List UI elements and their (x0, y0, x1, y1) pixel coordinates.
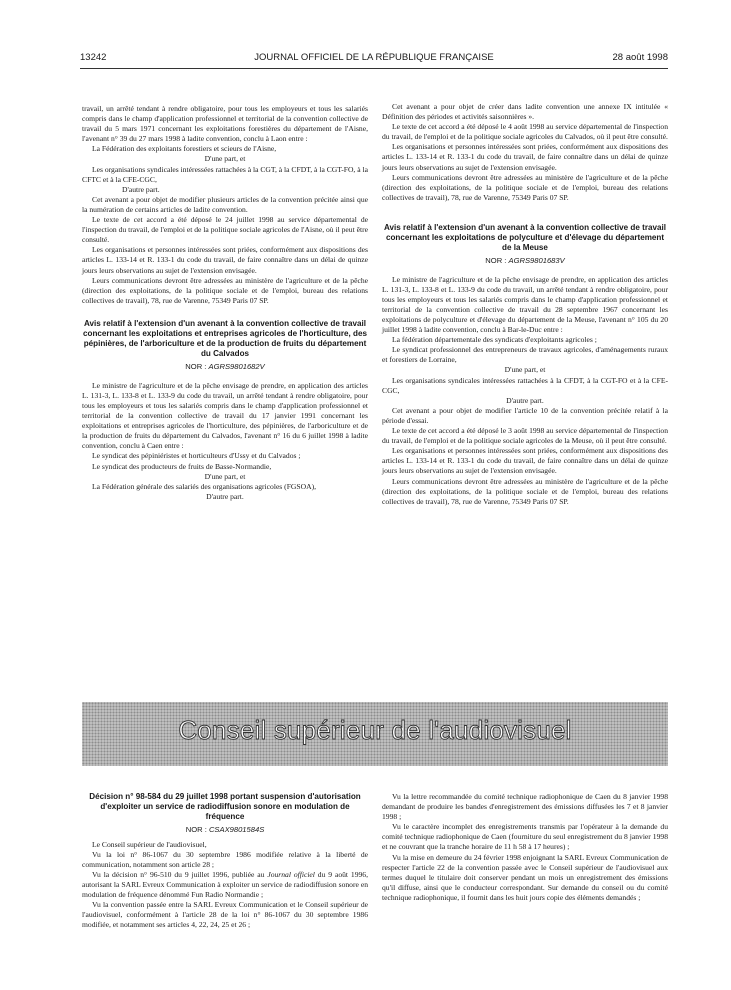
decision-heading: Décision n° 98-584 du 29 juillet 1998 portant suspension d'autorisation d'exploiter un service de radiodiffusion sonore en modulation de fréquence (89, 792, 361, 822)
nor-label: NOR : (185, 361, 207, 371)
right-column-top (382, 102, 668, 507)
paragraph: Les organisations syndicales intéressées rattachées à la CGT, à la CFDT, à la CGT-FO, à la CFTC et à la CFE-CGC, (82, 164, 368, 184)
left-column-top (82, 104, 368, 502)
paragraph: D'autre part. (206, 491, 244, 501)
paragraph: Le ministre de l'agriculture et de la pêche envisage de prendre, en application des articles L. 131-3, L. 133-8 et L. 133-9 du code du travail, un arrêté tendant à rendre obligatoire, pour tous les employeurs et tous les salariés compris dans le champ d'application professionnel et territorial de la convention collective de travail du 17 janvier 1991 concernant les exploitations et entreprises agricoles de l'horticulture, des pépinières, de l'arboriculture et de la production de fruits du département du Calvados, l'avenant n° 16 du 6 juillet 1998 à ladite convention, conclu à Caen entre : (82, 380, 368, 451)
section-banner (82, 702, 668, 766)
page-header (80, 52, 668, 66)
paragraph: Cet avenant a pour objet de modifier plusieurs articles de la convention précitée ainsi que la numération de certains articles de ladite convention. (82, 194, 368, 214)
paragraph: Cet avenant a pour objet de créer dans ladite convention une annexe IX intitulée « Définition des périodes et activités saisonnières ». (382, 102, 668, 122)
nor-reference (82, 825, 368, 835)
paragraph: La Fédération des exploitants forestiers et scieurs de l'Aisne, (92, 144, 277, 154)
paragraph: Le texte de cet accord a été déposé le 3 août 1998 au service départemental de l'inspection du travail, de l'emploi et de la politique sociale agricoles de la Meuse, où il peut être consulté. (382, 426, 668, 446)
nor-code: CSAX9801584S (208, 824, 265, 834)
right-column-bottom (382, 792, 668, 903)
paragraph: D'une part, et (204, 154, 246, 164)
nor-label: NOR : (485, 255, 507, 265)
paragraph: Les organisations et personnes intéressées sont priées, conformément aux dispositions des articles L. 133-14 et R. 133-1 du code du travail, de faire connaître dans un délai de quinze jours leurs observations au sujet de l'extension envisagée. (82, 245, 368, 275)
nor-code: AGRS9801682V (208, 361, 265, 371)
nor-reference (82, 362, 368, 372)
paragraph: Les organisations syndicales intéressées rattachées à la CFDT, à la CGT-FO et à la CFE-CGC, (382, 375, 668, 395)
paragraph: D'une part, et (204, 471, 246, 481)
paragraph: Le texte de cet accord a été déposé le 24 juillet 1998 au service départemental de l'inspection du travail, de l'emploi et de la politique sociale agricoles de l'Aisne, où il peut être consulté. (82, 215, 368, 245)
paragraph: Leurs communications devront être adressées au ministère de l'agriculture et de la pêche (direction des exploitations, de la politique sociale et de l'emploi, bureau des relations collectives de travail), 78, rue de Varenne, 75349 Paris 07 SP. (382, 172, 668, 202)
text-run: Vu la décision n° 96-510 du 9 juillet 1996, publiée au (92, 869, 268, 879)
paragraph: D'une part, et (504, 365, 546, 375)
paragraph: Les organisations et personnes intéressées sont priées, conformément aux dispositions des articles L. 133-14 et R. 133-1 du code du travail, de faire connaître dans un délai de quinze jours leurs observations au sujet de l'extension envisagée. (382, 142, 668, 172)
header-rule (80, 68, 668, 69)
paragraph: Vu la lettre recommandée du comité technique radiophonique de Caen du 8 janvier 1998 demandant de produire les bandes d'enregistrement des émissions diffusées les 7 et 8 janvier 1998 ; (382, 792, 668, 822)
paragraph: Leurs communications devront être adressées au ministère de l'agriculture et de la pêche (direction des exploitations, de la politique sociale et de l'emploi, bureau des relations collectives de travail), 78, rue de Varenne, 75349 Paris 07 SP. (82, 275, 368, 305)
notice-heading: Avis relatif à l'extension d'un avenant à la convention collective de travail concernant les exploitations de polyculture et d'élevage du département de la Meuse (384, 222, 666, 253)
paragraph: travail, un arrêté tendant à rendre obligatoire, pour tous les employeurs et tous les salariés compris dans le champ d'application professionnel et territorial de la convention collective de travail du 5 mars 1971 concernant les exploitations forestières du département de l'Aisne, l'avenant n° 39 du 27 mars 1998 à ladite convention, conclu à Laon entre : (82, 104, 368, 144)
nor-label: NOR : (185, 824, 207, 834)
paragraph: Le ministre de l'agriculture et de la pêche envisage de prendre, en application des articles L. 131-3, L. 133-8 et L. 133-9 du code du travail, un arrêté tendant à rendre obligatoire, pour tous les employeurs et tous les salariés compris dans le champ d'application professionnel et territorial de la convention collective de travail du 28 septembre 1967 concernant les exploitations de polyculture et d'élevage du département de la Meuse, l'avenant n° 105 du 20 juillet 1998 à ladite convention, conclu à Bar-le-Duc entre : (382, 274, 668, 335)
paragraph: Le syndicat des pépiniéristes et horticulteurs d'Ussy et du Calvados ; (92, 451, 301, 461)
paragraph: Cet avenant a pour objet de modifier l'article 10 de la convention précitée relatif à la période d'essai. (382, 405, 668, 425)
paragraph: D'autre part. (122, 184, 160, 194)
nor-reference (382, 256, 668, 266)
paragraph: Leurs communications devront être adressées au ministère de l'agriculture et de la pêche (direction des exploitations, de la politique sociale et de l'emploi, bureau des relations collectives de travail), 78, rue de Varenne, 75349 Paris 07 SP. (382, 476, 668, 506)
notice-heading: Avis relatif à l'extension d'un avenant à la convention collective de travail concernant les exploitations et entreprises agricoles de l'horticulture, des pépinières, de l'arboriculture et de la production de fruits du département du Calvados (83, 318, 367, 359)
nor-code: AGRS9801683V (508, 255, 565, 265)
page-number: 13242 (80, 52, 107, 63)
paragraph: La fédération départementale des syndicats d'exploitants agricoles ; (392, 335, 597, 345)
paragraph: La Fédération générale des salariés des organisations agricoles (FGSOA), (92, 481, 317, 491)
journal-title: JOURNAL OFFICIEL DE LA RÉPUBLIQUE FRANÇAISE (254, 52, 494, 63)
paragraph: D'autre part. (506, 395, 544, 405)
paragraph: Le syndicat des producteurs de fruits de Basse-Normandie, (92, 461, 272, 471)
left-column-bottom (82, 792, 368, 931)
paragraph: Vu la loi n° 86-1067 du 30 septembre 1986 modifiée relative à la liberté de communication, notamment son article 28 ; (82, 849, 368, 869)
paragraph: Le syndicat professionnel des entrepreneurs de travaux agricoles, d'aménagements ruraux et forestiers de Lorraine, (382, 345, 668, 365)
paragraph: Le texte de cet accord a été déposé le 4 août 1998 au service départemental de l'inspection du travail, de l'emploi et de la politique sociale agricoles du Calvados, où il peut être consulté. (382, 122, 668, 142)
paragraph: Les organisations et personnes intéressées sont priées, conformément aux dispositions des articles L. 133-14 et R. 133-1 du code du travail, de faire connaître dans un délai de quinze jours leurs observations au sujet de l'extension envisagée. (382, 446, 668, 476)
journal-name: Journal officiel (267, 869, 315, 879)
paragraph: Vu la mise en demeure du 24 février 1998 enjoignant la SARL Evreux Communication de respecter l'article 22 de la convention passée avec le Conseil supérieur de l'audiovisuel aux termes duquel le titulaire doit conserver pendant un mois un enregistrement des émissions qu'il diffuse, ainsi que le conducteur correspondant. Sur demande du conseil ou du comité technique radiophonique, il fournit dans les huit jours copie des éléments demandés ; (382, 852, 668, 902)
issue-date: 28 août 1998 (612, 52, 668, 63)
paragraph: Vu la convention passée entre la SARL Evreux Communication et le Conseil supérieur de l'audiovisuel, conformément à l'article 28 de la loi n° 86-1067 du 30 septembre 1986 modifiée, et notamment ses articles 4, 22, 24, 25 et 26 ; (82, 900, 368, 930)
paragraph (82, 870, 368, 900)
paragraph: Le Conseil supérieur de l'audiovisuel, (92, 839, 207, 849)
paragraph: Vu le caractère incomplet des enregistrements transmis par l'opérateur à la demande du comité technique radiophonique de Caen (fourniture du seul enregistrement du 8 janvier 1998 et ne couvrant que la tranche horaire de 11 h 58 à 17 heures) ; (382, 822, 668, 852)
text-run: du 9 août 1996, autorisant la SARL Evreux Communication à exploiter un service de radiodiffusion sonore en modulation de fréquence dénommé Fun Radio Normandie ; (82, 869, 368, 900)
section-title: Conseil supérieur de l'audiovisuel (178, 715, 572, 745)
